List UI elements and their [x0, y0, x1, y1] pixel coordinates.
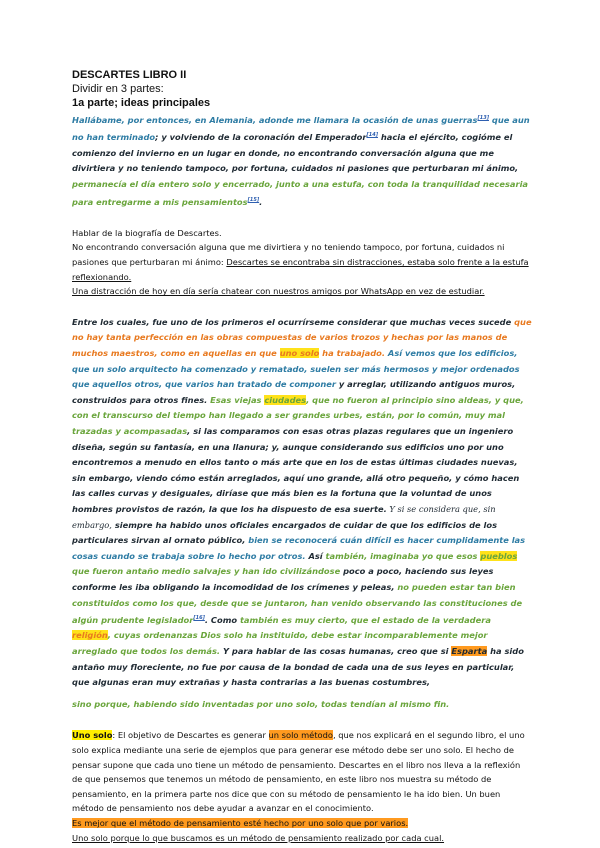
footnote-15[interactable]: [15] [247, 196, 260, 203]
spacer [72, 299, 532, 315]
quote2-uno-solo: uno solo [279, 348, 320, 359]
quote2-s18: poco a poco, haciendo sus leyes conforme les iba obligando la incomodidad de los crímenes y peleas, [72, 566, 494, 592]
quote-paragraph-2 [72, 315, 532, 691]
quote2-s6: y arreglar, utilizando antiguos muros, construidos para otros fines. [72, 379, 516, 405]
document-page [72, 68, 532, 845]
quote2-s19: no pueden estar tan bien constituidos como los que, desde que se juntaron, han venido observando las constituciones de algún prudente legislador [72, 581, 523, 625]
quote2-pueblos: pueblos [480, 550, 518, 561]
quote2-s11: Y si se considera que, sin embargo, [72, 503, 496, 530]
notes1-line-1: Hablar de la biografía de Descartes. [72, 227, 222, 238]
quote-paragraph-1 [72, 111, 532, 210]
quote2-s12: siempre ha habido unos oficiales encargados de cuidar de que los edificios de los particulares sirvan al ornato público, [72, 519, 498, 546]
quote1-part-e: permanecía el día entero solo y encerrado, junto a una estufa, con toda la tranquilidad necesaria para entregarme a mis pensamientos [72, 178, 529, 207]
quote2-s4: ha trabajado. [319, 348, 386, 359]
quote2-s2: que no hay tanta perfección en las obras compuestas de varios trozos y hechas por las manos de muchos maestros, como en aquellas en que [72, 316, 532, 359]
notes2-line-3 [72, 816, 532, 831]
quote2-s14: Así [305, 550, 323, 561]
footnote-13[interactable]: [13] [477, 115, 489, 121]
spacer [72, 210, 532, 226]
quote2-s24: Y para hablar de las cosas humanas, creo que si [220, 646, 452, 657]
notes1-line-3: Una distracción de hoy en día sería chatear con nuestros amigos por WhatsApp en vez de estudiar. [72, 286, 485, 297]
section-heading: 1a parte; ideas principales [72, 97, 211, 109]
quote2-religion: religión [72, 630, 108, 641]
notes2-t3: Es mejor que el método de pensamiento esté hecho por uno solo que por varios. [72, 818, 409, 828]
notes1-line-2-underlined: Descartes se encontraba sin distracciones, estaba solo frente a la estufa reflexionando. [72, 257, 529, 282]
quote2-s5: Así vemos que los edificios, que un solo arquitecto ha comenzado y rematado, suelen ser más hermosos y mejor ordenados que aquellos otros, que varios han tratado de componer [72, 348, 520, 390]
notes2-paragraph [72, 728, 532, 816]
quote2-s13: bien se reconocerá cuán difícil es hacer cumplidamente las cosas cuando se trabaja sobre lo hecho por otros. [72, 535, 526, 561]
quote2-esparta: Esparta [451, 646, 488, 657]
document-title: DESCARTES LIBRO II [72, 69, 187, 81]
quote2-ciudades: ciudades [264, 394, 307, 405]
quote1-part-a: Hallábame, por entonces, en Alemania, adonde me llamara la ocasión de unas guerras [72, 114, 478, 125]
quote2-s10: , si las comparamos con esas otras plazas regulares que un ingeniero diseña, según su fantasía, en una llanura; y, aunque considerando sus edificios uno por uno encontremos a menudo en ellos tanto o más arte que en los de estas últimas ciudades nuevas, sin embargo, viendo cómo están arreglados, aquí uno grande, allá otro pequeño, y cómo hacen las calles curvas y desiguales, diríase que más bien es la fortuna que la voluntad de unos hombres provistos de razón, la que los ha dispuesto de esa suerte. [72, 425, 520, 514]
notes1-line-2 [72, 240, 532, 284]
quote2-s21: también es muy cierto, que el estado de la verdadera [237, 614, 491, 625]
footnote-14[interactable]: [14] [366, 132, 378, 139]
quote2-s23: , cuyas ordenanzas Dios solo ha instituido, debe estar incomparablemente mejor arreglado que todos los demás. [72, 630, 488, 657]
notes2-t1: : El objetivo de Descartes es generar [112, 730, 269, 741]
quote2-s26: ha sido antaño muy floreciente, no fue por causa de la bondad de cada una de sus leyes en particular, que algunas eran muy extrañas y hasta contrarias a las buenas costumbres, [72, 646, 524, 688]
quote2-s20: . Como [204, 614, 238, 625]
notes2-t1-highlight: un solo método [268, 730, 333, 741]
notes2-line-4: Uno solo porque lo que buscamos es un método de pensamiento realizado por cada cual. [72, 832, 445, 843]
quote2-s9: , que no fueron al principio sino aldeas, y que, con el transcurso del tiempo han llegado a ser grandes urbes, están, por lo común, muy mal trazadas y acompasadas [72, 394, 524, 436]
quote2-s15: también, imaginaba yo que esos [322, 550, 481, 561]
quote2-s17: que fueron antaño medio salvajes y han ido civilizándose [72, 566, 341, 577]
notes2-t2: , que nos explicará en el segundo libro, el uno solo explica mediante una serie de ejemplos que para generar ese método debe ser uno solo. El hecho de pensar supone que cada uno tiene un método de pensamiento. Descartes en el libro nos lleva a la reflexión de que pensemos que tenemos un método de pensamiento, en este libro nos muestra su método de pensamiento, en la primera parte nos dice que con su método de pensamiento le ha ido bien. Un buen método de pensamiento nos debe ayudar a avanzar en el conocimiento. [72, 730, 525, 814]
quote1-part-c: ; y volviendo de la coronación del Emperador [155, 132, 367, 143]
quote2-s7: Esas viejas [207, 394, 265, 405]
quote1-part-f: . [259, 196, 263, 207]
footnote-16[interactable]: [16] [193, 615, 205, 622]
notes2-label: Uno solo [72, 730, 113, 741]
spacer [72, 712, 532, 728]
quote2-closing: sino porque, habiendo sido inventadas por uno solo, todas tendían al mismo fin. [72, 698, 450, 709]
notes1-line-2-text: No encontrando conversación alguna que me divirtiera y no teniendo tampoco, por fortuna, cuidados ni pasiones que perturbaran mi ánimo: [72, 242, 505, 268]
quote1-part-d: hacia el ejército, cogióme el comienzo del invierno en un lugar en donde, no encontrando conversación alguna que me divirtiera y no teniendo tampoco, por fortuna, cuidados ni pasiones que perturbaran mi ánimo, [72, 132, 519, 174]
document-subtitle: Dividir en 3 partes: [72, 83, 164, 95]
quote1-part-b: que aun no han terminado [72, 114, 530, 143]
quote2-s1: Entre los cuales, fue uno de los primeros el ocurrírseme considerar que muchas veces sucede [72, 316, 515, 327]
